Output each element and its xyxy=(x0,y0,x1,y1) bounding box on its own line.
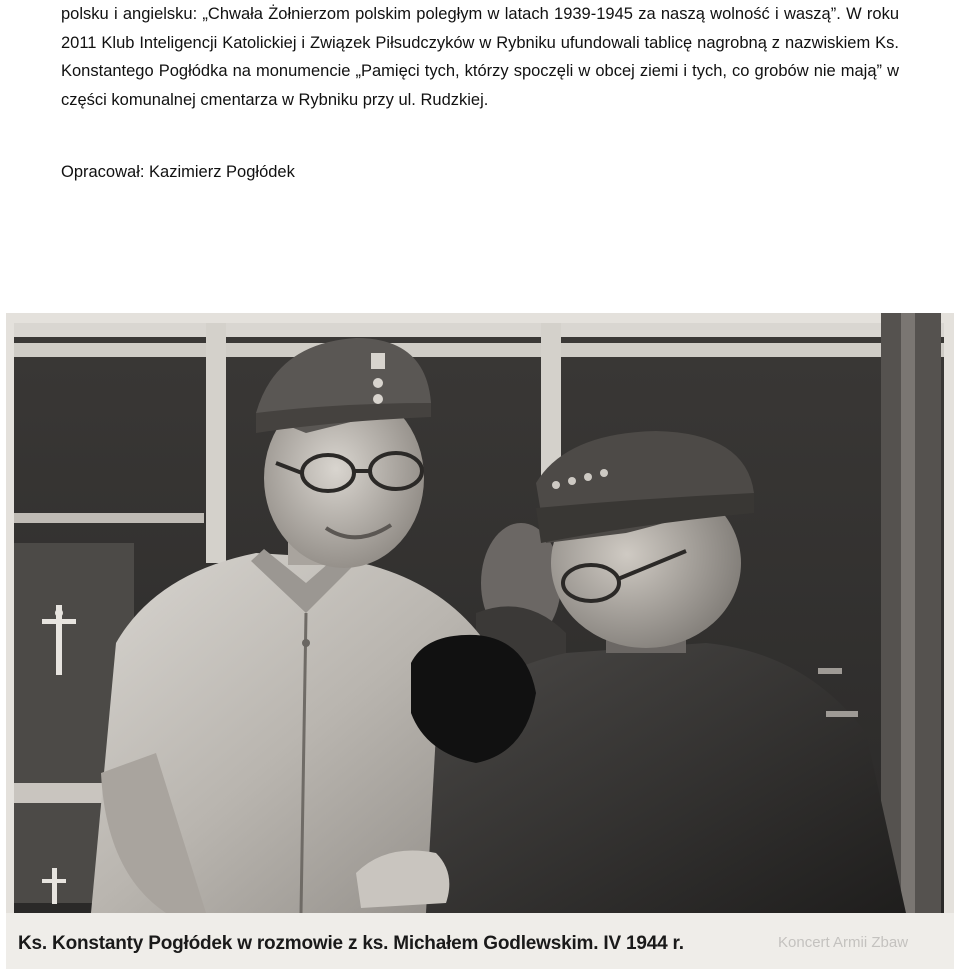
author-line: Opracował: Kazimierz Pogłódek xyxy=(61,163,295,181)
photo-caption: Ks. Konstanty Pogłódek w rozmowie z ks. Michałem Godlewskim. IV 1944 r. xyxy=(18,933,684,954)
paragraph: polsku i angielsku: „Chwała Żołnierzom polskim poległym w latach 1939-1945 za naszą wolność i waszą”. W roku 2011 Klub Inteligencji Katolickiej i Związek Piłsudczyków w Rybniku ufundowali tablicę nagrobną z nazwiskiem Ks. Konstantego Pogłódka na monumencie „Pamięci tych, którzy spoczęli w obcej ziemi i tych, co grobów nie mają” w części komunalnej cmentarza w Rybniku przy ul. Rudzkiej. xyxy=(61,5,899,109)
faint-photo-credit: Koncert Armii Zbaw xyxy=(778,934,909,951)
body-text xyxy=(61,0,899,114)
historical-photo xyxy=(6,313,954,969)
photo-illustration xyxy=(6,313,954,969)
